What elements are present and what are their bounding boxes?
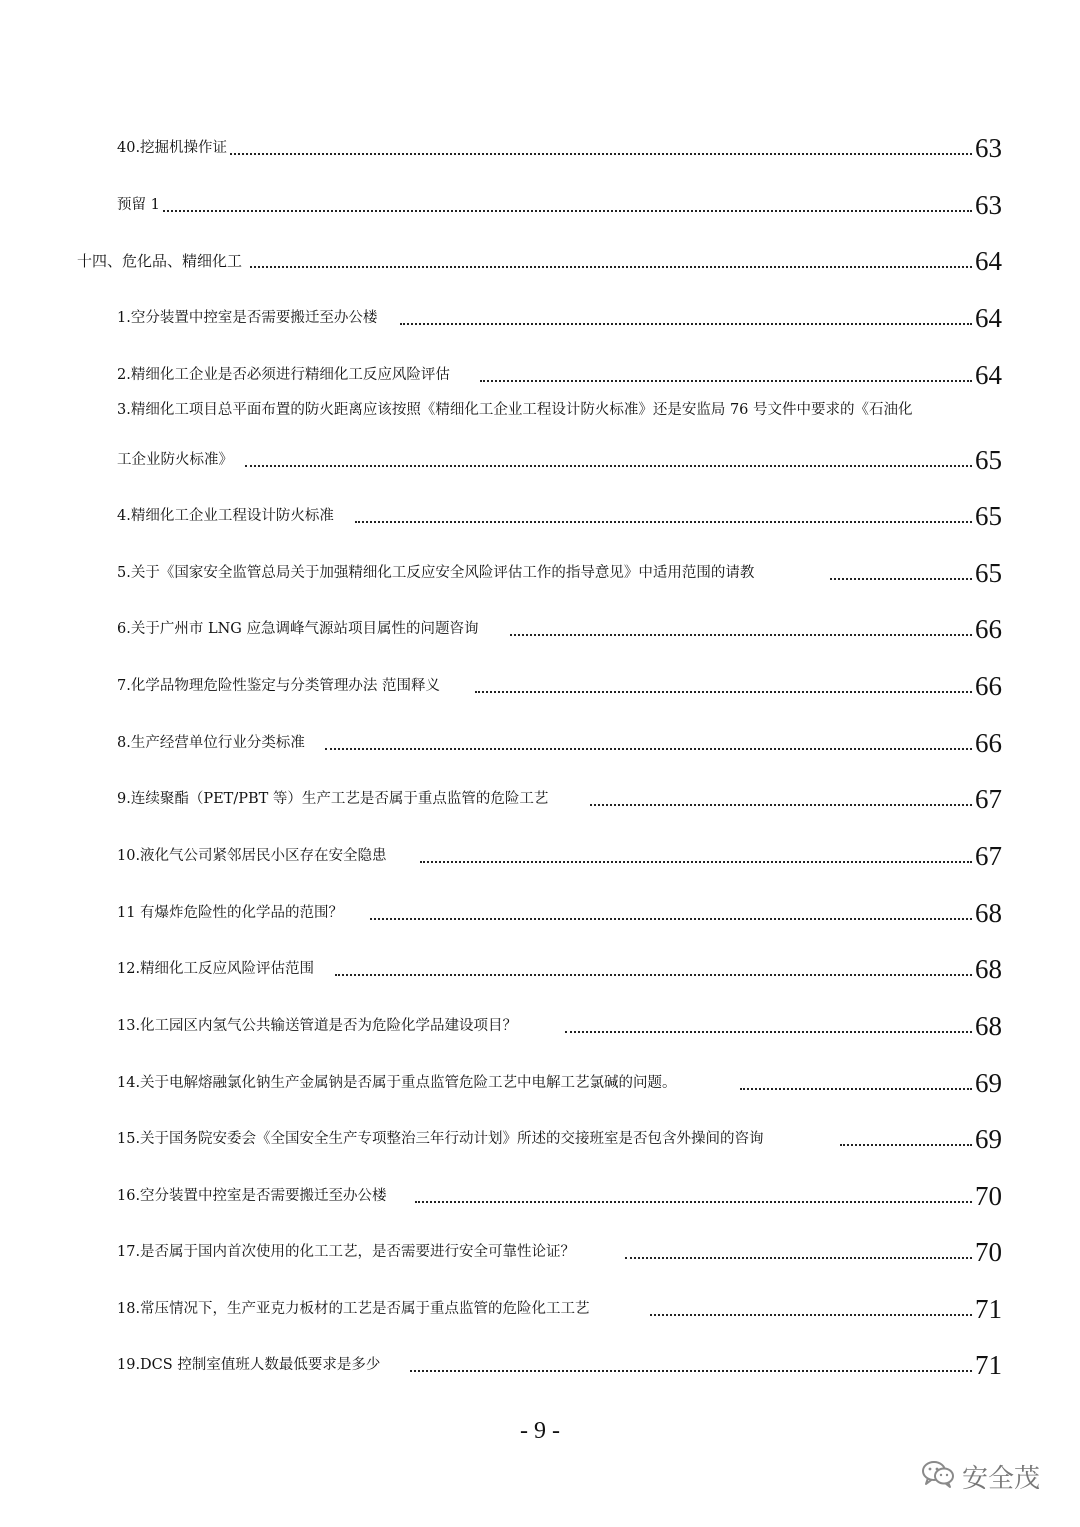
toc-leader-dots xyxy=(410,1370,972,1372)
toc-entry-title: 13.化工园区内氢气公共输送管道是否为危险化学品建设项目？ xyxy=(117,1018,518,1034)
toc-entry-title: 工企业防火标准》 xyxy=(117,452,233,468)
toc-leader-dots xyxy=(650,1314,972,1316)
toc-entry-title: 6.关于广州市 LNG 应急调峰气源站项目属性的问题咨询 xyxy=(117,621,479,637)
toc-entry-page: 69 xyxy=(975,1124,1002,1154)
toc-entry[interactable] xyxy=(0,776,1080,816)
toc-leader-dots xyxy=(475,691,972,693)
toc-leader-dots xyxy=(325,748,972,750)
toc-leader-dots xyxy=(480,380,972,382)
toc-entry-title: 2.精细化工企业是否必须进行精细化工反应风险评估 xyxy=(117,367,450,383)
toc-leader-dots xyxy=(250,266,972,268)
toc-entry-title: 14.关于电解熔融氯化钠生产金属钠是否属于重点监管危险工艺中电解工艺氯碱的问题。 xyxy=(117,1075,677,1091)
toc-entry-title: 15.关于国务院安委会《全国安全生产专项整治三年行动计划》所述的交接班室是否包含外操间的咨询 xyxy=(117,1131,764,1147)
toc-leader-dots xyxy=(415,1201,972,1203)
toc-leader-dots xyxy=(245,465,972,467)
toc-entry-page: 70 xyxy=(975,1237,1002,1267)
toc-entry-page: 63 xyxy=(975,190,1002,220)
toc-leader-dots xyxy=(355,521,972,523)
toc-entry[interactable] xyxy=(0,125,1080,165)
toc-entry[interactable] xyxy=(0,946,1080,986)
toc-leader-dots xyxy=(740,1088,972,1090)
toc-entry-page: 67 xyxy=(975,784,1002,814)
toc-entry[interactable] xyxy=(0,1116,1080,1156)
toc-leader-dots xyxy=(335,974,972,976)
toc-leader-dots xyxy=(590,804,972,806)
toc-entry[interactable] xyxy=(0,606,1080,646)
toc-entry-title: 4.精细化工企业工程设计防火标准 xyxy=(117,508,334,524)
toc-entry[interactable] xyxy=(0,550,1080,590)
toc-entry-page: 64 xyxy=(975,303,1002,333)
wechat-icon xyxy=(920,1459,956,1493)
toc-entry[interactable] xyxy=(0,1060,1080,1100)
toc-leader-dots xyxy=(370,918,972,920)
toc-leader-dots xyxy=(565,1031,972,1033)
toc-entry[interactable] xyxy=(0,833,1080,873)
watermark xyxy=(920,1456,1040,1496)
toc-entry-title: 7.化学品物理危险性鉴定与分类管理办法 范围释义 xyxy=(117,678,440,694)
toc-leader-dots xyxy=(160,210,972,212)
page-number: - 9 - xyxy=(520,1418,560,1444)
toc-entry[interactable] xyxy=(0,720,1080,760)
toc-leader-dots xyxy=(420,861,972,863)
toc-entry-page: 65 xyxy=(975,558,1002,588)
toc-entry-page: 68 xyxy=(975,954,1002,984)
toc-entry-page: 67 xyxy=(975,841,1002,871)
toc-entry-page: 70 xyxy=(975,1181,1002,1211)
toc-entry-title: 17.是否属于国内首次使用的化工工艺，是否需要进行安全可靠性论证？ xyxy=(117,1244,576,1260)
toc-section-title: 十四、危化品、精细化工 xyxy=(77,252,243,270)
toc-entry-page: 66 xyxy=(975,614,1002,644)
watermark-text: 安全茂 xyxy=(962,1463,1041,1494)
toc-entry-page: 68 xyxy=(975,1011,1002,1041)
toc-section-heading[interactable] xyxy=(0,238,1080,278)
toc-entry[interactable] xyxy=(0,1173,1080,1213)
toc-leader-dots xyxy=(230,153,972,155)
toc-leader-dots xyxy=(840,1144,972,1146)
toc-entry-page: 64 xyxy=(975,246,1002,276)
toc-entry-title: 预留 1 xyxy=(117,197,160,213)
toc-leader-dots xyxy=(830,578,972,580)
toc-entry[interactable] xyxy=(0,1286,1080,1326)
toc-entry-page: 63 xyxy=(975,133,1002,163)
toc-entry-title: 5.关于《国家安全监管总局关于加强精细化工反应安全风险评估工作的指导意见》中适用范围的请教 xyxy=(117,565,755,581)
toc-entry[interactable] xyxy=(0,295,1080,335)
toc-entry-title: 10.液化气公司紧邻居民小区存在安全隐患 xyxy=(117,848,387,864)
toc-leader-dots xyxy=(625,1257,972,1259)
toc-entry[interactable] xyxy=(0,182,1080,222)
toc-entry-title: 1.空分装置中控室是否需要搬迁至办公楼 xyxy=(117,310,378,326)
toc-entry-page: 69 xyxy=(975,1068,1002,1098)
toc-entry[interactable] xyxy=(0,890,1080,930)
toc-entry-page: 71 xyxy=(975,1350,1002,1380)
toc-entry-title: 9.连续聚酯（PET/PBT 等）生产工艺是否属于重点监管的危险工艺 xyxy=(117,791,549,807)
toc-entry-title: 19.DCS 控制室值班人数最低要求是多少 xyxy=(117,1357,381,1373)
toc-entry[interactable] xyxy=(0,1229,1080,1269)
toc-entry-wrapped-line: 3.精细化工项目总平面布置的防火距离应该按照《精细化工企业工程设计防火标准》还是安监局 76 号文件中要求的《石油化 xyxy=(117,402,913,418)
toc-entry-title: 16.空分装置中控室是否需要搬迁至办公楼 xyxy=(117,1188,387,1204)
toc-entry-page: 64 xyxy=(975,360,1002,390)
toc-entry-title: 8.生产经营单位行业分类标准 xyxy=(117,735,305,751)
toc-entry[interactable] xyxy=(0,1342,1080,1382)
toc-leader-dots xyxy=(510,634,972,636)
toc-entry-page: 65 xyxy=(975,501,1002,531)
toc-entry-title: 11 有爆炸危险性的化学品的范围？ xyxy=(117,905,344,921)
toc-entry[interactable] xyxy=(0,437,1080,477)
toc-entry-title: 18.常压情况下，生产亚克力板材的工艺是否属于重点监管的危险化工工艺 xyxy=(117,1301,590,1317)
toc-entry[interactable] xyxy=(0,352,1080,392)
toc-entry-page: 65 xyxy=(975,445,1002,475)
toc-entry-page: 71 xyxy=(975,1294,1002,1324)
toc-entry-page: 66 xyxy=(975,671,1002,701)
toc-entry-page: 66 xyxy=(975,728,1002,758)
toc-entry-page: 68 xyxy=(975,898,1002,928)
toc-leader-dots xyxy=(400,323,972,325)
toc-entry[interactable] xyxy=(0,1003,1080,1043)
toc-entry-title: 40.挖掘机操作证 xyxy=(117,140,228,156)
toc-entry[interactable] xyxy=(0,493,1080,533)
toc-entry-title: 12.精细化工反应风险评估范围 xyxy=(117,961,315,977)
toc-entry[interactable] xyxy=(0,663,1080,703)
